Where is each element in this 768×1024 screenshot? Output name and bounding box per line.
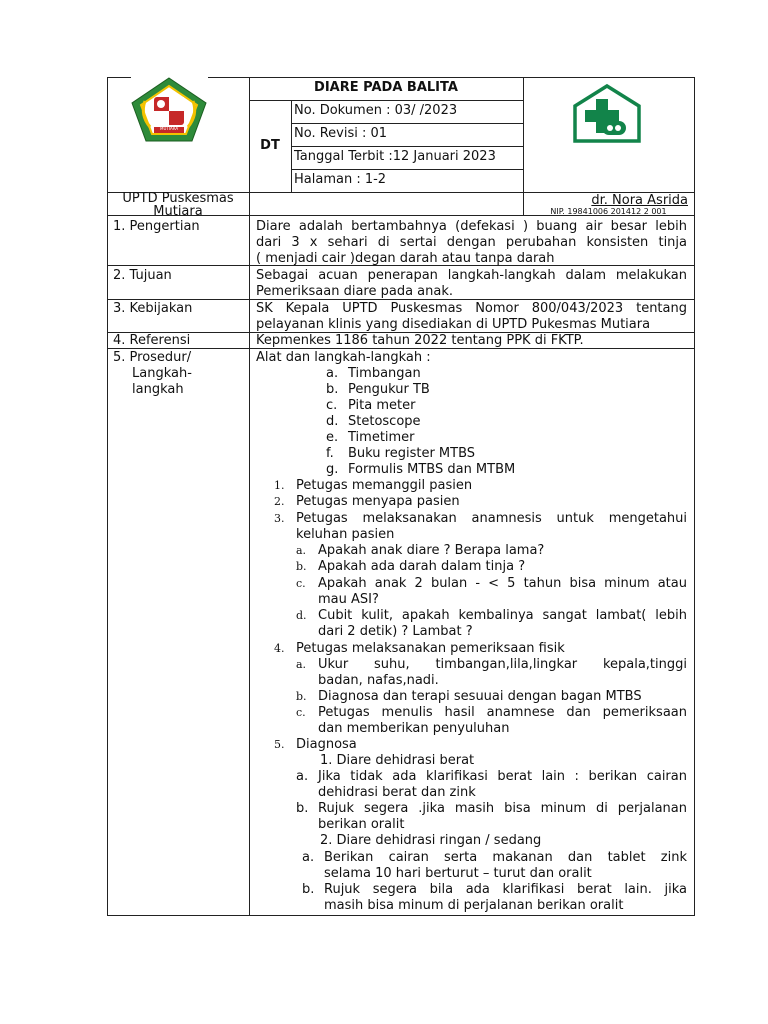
sub-marker: c. xyxy=(296,706,306,719)
step-4: Petugas melaksanakan pemeriksaan fisik xyxy=(296,641,565,656)
tool-marker-f: f. xyxy=(326,446,334,461)
tool-marker-c: c. xyxy=(326,398,338,413)
tool-item: Formulis MTBS dan MTBM xyxy=(348,462,516,477)
info-row-line-2 xyxy=(291,146,523,147)
label-referensi: 4. Referensi xyxy=(113,333,191,348)
step-3-line-1: Petugas melaksanakan anamnesis untuk mengetahui xyxy=(296,511,687,526)
head-nip: NIP. 19841006 201412 2 001 xyxy=(550,207,667,216)
sub-marker: a. xyxy=(296,658,307,671)
diagnosis-item: Berikan cairan serta makanan dan tablet zink xyxy=(324,850,687,865)
prosedur-intro: Alat dan langkah-langkah : xyxy=(256,350,431,365)
sub-item: Diagnosa dan terapi sesuuai dengan bagan MTBS xyxy=(318,689,642,704)
border-top-mid xyxy=(208,77,694,78)
diagnosis-marker: b. xyxy=(296,801,309,816)
diagnosis-marker: b. xyxy=(302,882,315,897)
diagnosis-item-cont: berikan oralit xyxy=(318,817,405,832)
step-marker-2: 2. xyxy=(274,495,285,508)
label-prosedur-1: 5. Prosedur/ xyxy=(113,350,192,365)
diagnosis-item: Rujuk segera bila ada klarifikasi berat lain. jika xyxy=(324,882,687,897)
tool-item: Timbangan xyxy=(348,366,421,381)
diagnosis-marker: a. xyxy=(302,850,315,865)
puskesmas-logo xyxy=(130,77,208,143)
label-prosedur-2: Langkah- xyxy=(132,366,192,381)
logo-caption: MUTIARA xyxy=(160,126,179,131)
step-marker-5: 5. xyxy=(274,738,285,751)
sub-item-cont: dari 2 detik) ? Lambat ? xyxy=(318,624,473,639)
sub-item-cont: badan, nafas,nadi. xyxy=(318,673,439,688)
sub-item: Cubit kulit, apakah kembalinya sangat lambat( lebih xyxy=(318,608,687,623)
step-1: Petugas memanggil pasien xyxy=(296,478,473,493)
sub-item-cont: dan memberikan penyuluhan xyxy=(318,721,510,736)
tool-item: Pengukur TB xyxy=(348,382,430,397)
diagnosis-item-cont: selama 10 hari berturut – turut dan oralit xyxy=(324,866,592,881)
pengertian-line-1: Diare adalah bertambahnya (defekasi ) buang air besar lebih xyxy=(256,219,687,234)
label-col-line xyxy=(249,215,250,915)
tool-marker-g: g. xyxy=(326,462,339,477)
sub-marker: d. xyxy=(296,609,307,622)
tool-marker-b: b. xyxy=(326,382,339,397)
tool-item: Buku register MTBS xyxy=(348,446,476,461)
document-code: DT xyxy=(260,138,280,153)
tool-marker-e: e. xyxy=(326,430,339,445)
label-tujuan: 2. Tujuan xyxy=(113,268,172,283)
diagnosis-item-cont: dehidrasi berat dan zink xyxy=(318,785,476,800)
tujuan-line-1: Sebagai acuan penerapan langkah-langkah dalam melakukan xyxy=(256,268,687,283)
step-marker-3: 3. xyxy=(274,512,285,525)
sub-item: Ukur suhu, timbangan,lila,lingkar kepala,tinggi xyxy=(318,657,687,672)
tujuan-line-2: Pemeriksaan diare pada anak. xyxy=(256,284,454,299)
diagnosis-2-title: 2. Diare dehidrasi ringan / sedang xyxy=(320,833,542,848)
step-5: Diagnosa xyxy=(296,737,357,752)
border-right xyxy=(694,77,695,916)
head-name: dr. Nora Asrida xyxy=(591,193,688,208)
sub-marker: a. xyxy=(296,544,307,557)
kebijakan-line-2: pelayanan klinis yang disediakan di UPTD Pukesmas Mutiara xyxy=(256,317,651,332)
sub-item: Apakah ada darah dalam tinja ? xyxy=(318,559,526,574)
diagnosis-marker: a. xyxy=(296,769,309,784)
pengertian-line-2: dari 3 x sehari di sertai dengan perubahan konsisten tinja xyxy=(256,235,687,250)
info-row-line-1 xyxy=(291,123,523,124)
step-2: Petugas menyapa pasien xyxy=(296,494,460,509)
kemenkes-logo xyxy=(572,83,642,145)
sub-item: Apakah anak 2 bulan - < 5 tahun bisa minum atau xyxy=(318,576,687,591)
diagnosis-item: Rujuk segera .jika masih bisa minum di perjalanan xyxy=(318,801,687,816)
border-top-left xyxy=(107,77,131,78)
border-bottom xyxy=(107,915,694,916)
sub-item: Petugas menulis hasil anamnese dan pemeriksaan xyxy=(318,705,687,720)
tool-marker-a: a. xyxy=(326,366,339,381)
doc-number-field: No. Dokumen : 03/ /2023 xyxy=(294,103,458,118)
label-kebijakan: 3. Kebijakan xyxy=(113,301,193,316)
step-marker-1: 1. xyxy=(274,479,285,492)
revision-field: No. Revisi : 01 xyxy=(294,126,388,141)
org-name-line1: UPTD Puskesmas xyxy=(122,191,234,206)
pengertian-line-3: ( menjadi cair )degan darah atau tanpa darah xyxy=(256,251,555,266)
label-prosedur-3: langkah xyxy=(132,382,184,397)
diagnosis-1-title: 1. Diare dehidrasi berat xyxy=(320,753,475,768)
sub-item: Apakah anak diare ? Berapa lama? xyxy=(318,543,545,558)
diagnosis-item: Jika tidak ada klarifikasi berat lain : berikan cairan xyxy=(318,769,687,784)
org-name-line2: Mutiara xyxy=(153,204,203,219)
step-marker-4: 4. xyxy=(274,642,285,655)
diagnosis-item-cont: masih bisa minum di perjalanan berikan oralit xyxy=(324,898,624,913)
page-field: Halaman : 1-2 xyxy=(294,172,387,187)
document-title: DIARE PADA BALITA xyxy=(314,80,458,95)
sub-item-cont: mau ASI? xyxy=(318,592,379,607)
sub-marker: b. xyxy=(296,560,307,573)
tool-item: Pita meter xyxy=(348,398,416,413)
tool-item: Timetimer xyxy=(348,430,415,445)
referensi-line-1: Kepmenkes 1186 tahun 2022 tentang PPK di FKTP. xyxy=(256,333,584,348)
tool-marker-d: d. xyxy=(326,414,339,429)
sub-marker: b. xyxy=(296,690,307,703)
issue-date-field: Tanggal Terbit :12 Januari 2023 xyxy=(294,149,496,164)
label-pengertian: 1. Pengertian xyxy=(113,219,200,234)
step-3-line-2: keluhan pasien xyxy=(296,527,395,542)
tool-item: Stetoscope xyxy=(348,414,421,429)
info-row-line-3 xyxy=(291,169,523,170)
kebijakan-line-1: SK Kepala UPTD Puskesmas Nomor 800/043/2023 tentang xyxy=(256,301,687,316)
sub-marker: c. xyxy=(296,577,306,590)
